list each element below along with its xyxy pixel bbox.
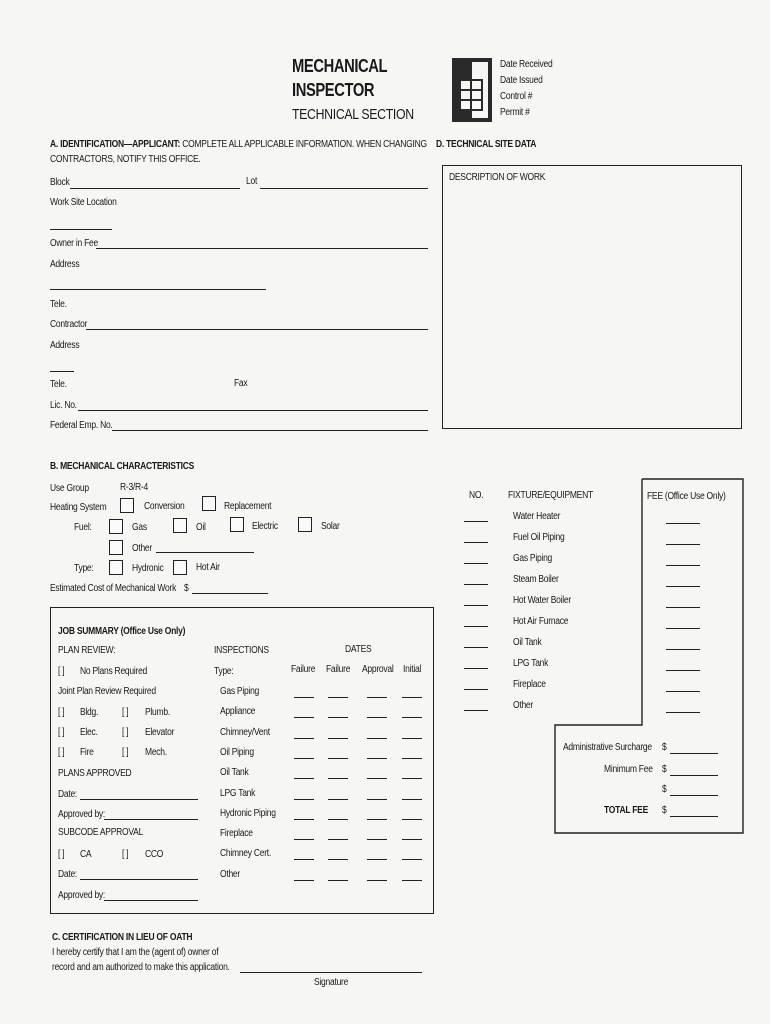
type-label: Type: [74,563,94,574]
conversion-checkbox[interactable] [120,498,134,513]
joint-review-label: Joint Plan Review Required [58,686,156,697]
minimum-fee-label: Minimum Fee [604,764,653,775]
fixture-quantity-field[interactable] [464,605,488,606]
section-c-heading: C. CERTIFICATION IN LIEU OF OATH [52,932,193,943]
inspection-item-label: Appliance [220,706,256,718]
inspection-type-label: Type: [214,666,234,677]
fixture-item-label: Water Heater [513,511,561,522]
inspection-item-label: Gas Piping [220,686,260,697]
inspection-date-field[interactable] [402,778,422,779]
inspection-date-field[interactable] [328,758,348,759]
inspection-date-field[interactable] [328,799,348,800]
replacement-checkbox[interactable] [202,496,216,511]
owner-field[interactable] [96,248,428,249]
plans-date-field[interactable] [80,799,198,800]
fixture-item-label: Gas Piping [513,553,553,564]
work-site-label: Work Site Location [50,197,117,208]
contractor-address-label: Address [50,340,80,351]
inspection-date-field[interactable] [367,880,387,881]
fixture-item-label: Steam Boiler [513,574,559,585]
owner-tele-label: Tele. [50,299,67,310]
elevator-label: Elevator [145,727,175,738]
license-field[interactable] [78,410,428,411]
inspection-date-field[interactable] [402,717,422,718]
inspection-date-field[interactable] [402,880,422,881]
hydronic-checkbox[interactable] [109,560,123,575]
inspection-date-field[interactable] [402,839,422,840]
cco-bracket[interactable]: [ ] [122,849,129,860]
fixture-quantity-field[interactable] [464,563,488,564]
inspection-date-field[interactable] [402,738,422,739]
total-fee-label: TOTAL FEE [604,805,648,816]
inspection-date-field[interactable] [294,738,314,739]
fixture-fee-field[interactable] [666,670,700,671]
inspection-date-field[interactable] [328,880,348,881]
form-title-line2: INSPECTOR [292,80,375,100]
oil-label: Oil [196,522,206,533]
inspection-date-field[interactable] [402,859,422,860]
permit-number-label: Permit # [500,107,530,118]
inspection-date-field[interactable] [294,880,314,881]
inspection-date-field[interactable] [402,799,422,800]
owner-label: Owner in Fee [50,238,98,249]
fixture-column-header: FIXTURE/EQUIPMENT [508,490,593,501]
fixture-quantity-field[interactable] [464,647,488,648]
plumb-bracket[interactable]: [ ] [122,707,129,718]
fixture-quantity-field[interactable] [464,521,488,522]
ca-bracket[interactable]: [ ] [58,849,65,860]
ca-label: CA [80,849,92,860]
description-of-work-box[interactable] [442,165,742,429]
fixture-item-label: LPG Tank [513,658,549,669]
work-site-field[interactable] [50,229,112,230]
admin-surcharge-label: Administrative Surcharge [563,742,652,753]
electric-label: Electric [252,521,278,532]
date-received-label: Date Received [500,59,553,70]
other-fuel-field[interactable] [156,552,254,553]
date-col-approval: Approval [362,664,394,675]
inspection-item-label: Hydronic Piping [220,807,276,819]
plans-approved-by-label: Approved by: [58,809,106,820]
inspections-heading: INSPECTIONS [214,645,269,656]
owner-address-field[interactable] [50,289,266,290]
inspection-date-field[interactable] [294,799,314,800]
license-label: Lic. No. [50,400,77,411]
other-fuel-label: Other [132,543,152,554]
inspection-date-field[interactable] [294,839,314,840]
job-summary-heading: JOB SUMMARY (Office Use Only) [58,626,186,637]
other-fuel-checkbox[interactable] [109,540,123,555]
section-a-title: A. IDENTIFICATION—APPLICANT: [50,139,181,150]
fixture-item-label: Hot Air Furnace [513,616,569,627]
estimated-cost-field[interactable] [192,593,268,594]
plans-approved-label: PLANS APPROVED [58,768,132,779]
fixture-fee-field[interactable] [666,649,700,650]
fixture-fee-field[interactable] [666,523,700,524]
inspection-date-field[interactable] [294,717,314,718]
fixture-fee-field[interactable] [666,586,700,587]
number-column-header: NO. [469,490,484,501]
inspection-date-field[interactable] [328,717,348,718]
inspection-date-field[interactable] [367,778,387,779]
fixture-fee-field[interactable] [666,565,700,566]
inspection-item-label: Chimney/Vent [220,726,270,738]
estimated-cost-dollar: $ [184,583,189,594]
inspection-item-label: Oil Tank [220,767,249,779]
inspection-date-field[interactable] [294,859,314,860]
certification-line-1: I hereby certify that I am the (agent of) owner of [52,947,219,958]
fixture-item-label: Other [513,700,533,711]
mech-bracket[interactable]: [ ] [122,747,129,758]
hydronic-label: Hydronic [132,563,164,574]
federal-emp-field[interactable] [112,430,428,431]
bldg-bracket[interactable]: [ ] [58,707,65,718]
inspection-date-field[interactable] [402,758,422,759]
lot-field[interactable] [260,188,428,189]
section-a-instruction: COMPLETE ALL APPLICABLE INFORMATION. WHEN CHANGING [182,139,427,150]
subcode-approved-by-field[interactable] [104,900,198,901]
subcode-approval-label: SUBCODE APPROVAL [58,827,144,838]
bldg-label: Bldg. [80,707,99,718]
admin-surcharge-dollar: $ [662,742,667,753]
inspection-date-field[interactable] [328,819,348,820]
section-b-heading: B. MECHANICAL CHARACTERISTICS [50,461,195,472]
inspection-date-field[interactable] [402,697,422,698]
fixture-quantity-field[interactable] [464,689,488,690]
no-plans-label: No Plans Required [80,666,148,677]
date-col-failure-2: Failure [326,664,351,675]
hot-air-checkbox[interactable] [173,560,187,575]
signature-field[interactable] [240,972,422,973]
hot-air-label: Hot Air [196,562,220,573]
elevator-bracket[interactable]: [ ] [122,727,129,738]
fixture-fee-field[interactable] [666,544,700,545]
form-title-line1: MECHANICAL [292,56,388,76]
cco-label: CCO [145,849,164,860]
inspection-date-field[interactable] [367,799,387,800]
mech-label: Mech. [145,747,167,758]
inspection-date-field[interactable] [328,697,348,698]
fee-column-header: FEE (Office Use Only) [647,491,726,502]
inspection-item-label: Oil Piping [220,746,254,758]
fixture-quantity-field[interactable] [464,710,488,711]
gas-label: Gas [132,522,147,533]
inspection-item-label: Chimney Cert. [220,848,272,860]
use-group-value: R-3/R-4 [120,482,148,493]
replacement-label: Replacement [224,501,272,512]
solar-label: Solar [321,521,340,532]
inspection-date-field[interactable] [294,697,314,698]
block-field[interactable] [70,188,240,189]
conversion-label: Conversion [144,501,185,512]
block-label: Block [50,177,70,188]
estimated-cost-label: Estimated Cost of Mechanical Work [50,583,177,594]
plans-approved-by-field[interactable] [104,819,198,820]
contractor-tele-label: Tele. [50,379,67,390]
fixture-item-label: Fireplace [513,679,546,690]
inspection-item-label: LPG Tank [220,787,256,799]
lot-label: Lot [246,176,258,187]
plumb-label: Plumb. [145,707,170,718]
fax-label: Fax [234,378,248,389]
electric-checkbox[interactable] [230,517,244,532]
subtotal-field[interactable] [670,795,718,796]
admin-surcharge-field[interactable] [670,753,718,754]
fuel-label: Fuel: [74,522,92,533]
inspection-item-label: Other [220,868,240,880]
total-fee-dollar: $ [662,805,667,816]
fixture-fee-field[interactable] [666,691,700,692]
fixture-quantity-field[interactable] [464,584,488,585]
total-fee-field[interactable] [670,816,718,817]
date-issued-label: Date Issued [500,75,543,86]
inspection-date-field[interactable] [367,819,387,820]
inspection-date-field[interactable] [367,717,387,718]
inspection-date-field[interactable] [294,819,314,820]
section-a-heading [50,139,427,150]
subcode-approved-by-label: Approved by: [58,890,106,901]
section-d-heading: D. TECHNICAL SITE DATA [436,139,537,150]
plan-review-label: PLAN REVIEW: [58,645,116,656]
fixture-fee-field[interactable] [666,712,700,713]
inspection-date-field[interactable] [328,778,348,779]
inspection-date-field[interactable] [328,859,348,860]
dates-heading: DATES [345,644,372,655]
fixture-item-label: Fuel Oil Piping [513,532,565,543]
elec-bracket[interactable]: [ ] [58,727,65,738]
plans-date-label: Date: [58,789,78,800]
use-group-label: Use Group [50,483,89,494]
control-number-label: Control # [500,91,533,102]
date-col-initial: Initial [403,664,422,675]
no-plans-bracket[interactable]: [ ] [58,666,65,677]
federal-emp-label: Federal Emp. No. [50,420,113,431]
fixture-item-label: Oil Tank [513,637,542,648]
inspection-date-field[interactable] [367,859,387,860]
contractor-address-field[interactable] [50,371,74,372]
inspection-date-field[interactable] [328,738,348,739]
fixture-item-label: Hot Water Boiler [513,595,571,606]
department-logo [452,58,492,122]
inspection-date-field[interactable] [367,758,387,759]
inspection-date-field[interactable] [294,778,314,779]
inspection-date-field[interactable] [367,738,387,739]
form-subtitle: TECHNICAL SECTION [292,106,414,123]
inspection-date-field[interactable] [294,758,314,759]
contractor-label: Contractor [50,319,88,330]
fixture-fee-field[interactable] [666,628,700,629]
contractor-field[interactable] [86,329,428,330]
signature-label: Signature [314,977,349,988]
owner-address-label: Address [50,259,80,270]
heating-system-label: Heating System [50,502,107,513]
oil-checkbox[interactable] [173,518,187,533]
elec-label: Elec. [80,727,98,738]
subtotal-dollar: $ [662,784,667,795]
inspection-date-field[interactable] [367,839,387,840]
minimum-fee-dollar: $ [662,764,667,775]
certification-line-2: record and am authorized to make this application. [52,962,230,973]
subcode-date-field[interactable] [80,879,198,880]
subcode-date-label: Date: [58,869,78,880]
fixture-fee-field[interactable] [666,607,700,608]
description-of-work-label: DESCRIPTION OF WORK [449,172,546,183]
inspection-date-field[interactable] [328,839,348,840]
inspection-date-field[interactable] [367,697,387,698]
inspection-date-field[interactable] [402,819,422,820]
fixture-quantity-field[interactable] [464,668,488,669]
date-col-failure-1: Failure [291,664,316,675]
minimum-fee-field[interactable] [670,775,718,776]
fixture-quantity-field[interactable] [464,542,488,543]
fee-office-use-box [554,478,744,835]
fire-bracket[interactable]: [ ] [58,747,65,758]
fixture-quantity-field[interactable] [464,626,488,627]
section-a-instruction-2: CONTRACTORS, NOTIFY THIS OFFICE. [50,154,201,165]
fire-label: Fire [80,747,94,758]
gas-checkbox[interactable] [109,519,123,534]
inspection-item-label: Fireplace [220,828,253,840]
solar-checkbox[interactable] [298,517,312,532]
